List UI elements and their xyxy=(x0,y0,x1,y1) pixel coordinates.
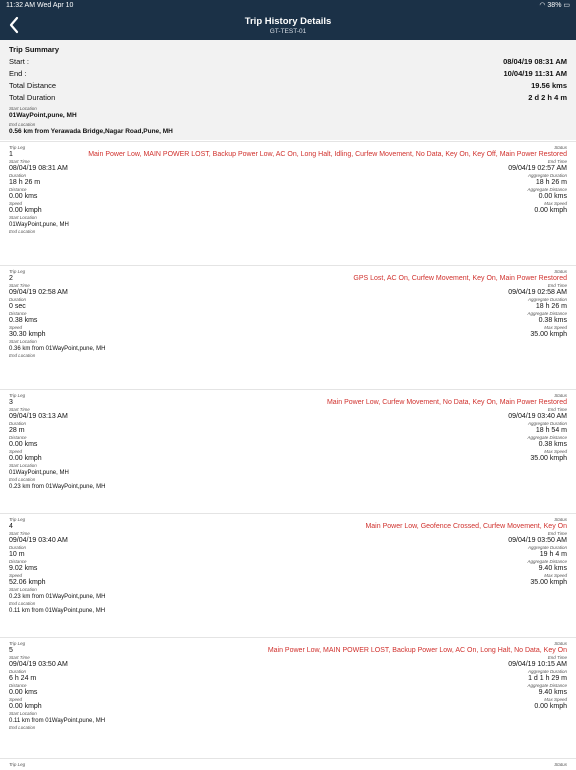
aggregate-distance: 9.40 kms xyxy=(538,565,567,572)
status-text: Main Power Low, Geofence Crossed, Curfew Movement, Key On xyxy=(365,523,567,530)
start-time-label: Start Time xyxy=(9,655,30,660)
end-location xyxy=(9,731,289,739)
end-location-label: End Location xyxy=(9,601,36,606)
speed-label: Speed xyxy=(9,201,23,206)
aggregate-duration: 18 h 26 m xyxy=(535,303,567,310)
max-speed-label: Max Speed xyxy=(544,325,567,330)
max-speed: 0.00 kmph xyxy=(534,207,567,214)
speed: 0.00 kmph xyxy=(9,455,42,462)
trip-leg-label: Trip Leg xyxy=(9,393,26,398)
battery-level: 38% xyxy=(547,2,562,9)
start-location-label: Start Location xyxy=(9,587,37,592)
start-time: 09/04/19 03:50 AM xyxy=(9,661,68,668)
battery-icon: ▭ xyxy=(563,2,570,9)
trip-leg-right xyxy=(47,393,567,463)
end-location-label: End Location xyxy=(9,229,36,234)
trip-leg-number: 5 xyxy=(9,647,13,654)
summary-end-value: 10/04/19 11:31 AM xyxy=(503,69,567,78)
end-location xyxy=(9,235,289,243)
trip-leg-label: Trip Leg xyxy=(9,517,26,522)
trip-leg-right xyxy=(47,517,567,587)
aggregate-duration: 18 h 54 m xyxy=(535,427,567,434)
summary-end-row xyxy=(9,68,567,80)
duration: 6 h 24 m xyxy=(9,675,37,682)
duration: 10 m xyxy=(9,551,25,558)
status-label: Status xyxy=(554,145,567,150)
trip-leg-partial[interactable] xyxy=(0,758,576,770)
duration-label: Duration xyxy=(9,297,27,302)
start-time: 09/04/19 03:40 AM xyxy=(9,537,68,544)
distance-label: Distance xyxy=(9,559,27,564)
aggregate-distance-label: Aggregate Distance xyxy=(527,187,567,192)
summary-distance-row xyxy=(9,80,567,92)
end-time-label: End Time xyxy=(547,407,567,412)
aggregate-duration-label: Aggregate Duration xyxy=(527,669,567,674)
status-label: Status xyxy=(554,393,567,398)
trip-leg-label: Trip Leg xyxy=(9,145,26,150)
summary-end-label: End : xyxy=(9,69,27,78)
trip-leg-card[interactable] xyxy=(0,389,576,512)
start-location: 01WayPoint,pune, MH xyxy=(9,222,69,228)
status-label: Status xyxy=(554,762,567,767)
summary-end-location-label: End Location xyxy=(9,122,36,127)
summary-duration-row xyxy=(9,92,567,104)
start-location-label: Start Location xyxy=(9,215,37,220)
speed: 30.30 kmph xyxy=(9,331,46,338)
status-time: 11:32 AM Wed Apr 10 xyxy=(6,2,74,9)
distance-label: Distance xyxy=(9,435,27,440)
nav-bar xyxy=(0,12,576,40)
trip-summary xyxy=(0,40,576,140)
max-speed: 35.00 kmph xyxy=(530,579,567,586)
duration-label: Duration xyxy=(9,421,27,426)
end-location-label: End Location xyxy=(9,353,36,358)
end-time-label: End Time xyxy=(547,283,567,288)
end-time: 09/04/19 02:57 AM xyxy=(508,165,567,172)
duration-label: Duration xyxy=(9,545,27,550)
speed-label: Speed xyxy=(9,325,23,330)
summary-start-location-label: Start Location xyxy=(9,106,37,111)
trip-leg-card[interactable] xyxy=(0,513,576,636)
start-time-label: Start Time xyxy=(9,407,30,412)
max-speed-label: Max Speed xyxy=(544,449,567,454)
speed-label: Speed xyxy=(9,697,23,702)
speed: 0.00 kmph xyxy=(9,207,42,214)
duration: 28 m xyxy=(9,427,25,434)
end-time: 09/04/19 03:40 AM xyxy=(508,413,567,420)
end-time-label: End Time xyxy=(547,655,567,660)
duration: 18 h 26 m xyxy=(9,179,41,186)
end-time-label: End Time xyxy=(547,159,567,164)
aggregate-distance-label: Aggregate Distance xyxy=(527,311,567,316)
distance-label: Distance xyxy=(9,683,27,688)
end-location xyxy=(9,359,289,367)
start-time-label: Start Time xyxy=(9,159,30,164)
start-time: 09/04/19 02:58 AM xyxy=(9,289,68,296)
aggregate-distance-label: Aggregate Distance xyxy=(527,683,567,688)
max-speed: 0.00 kmph xyxy=(534,703,567,710)
aggregate-duration-label: Aggregate Duration xyxy=(527,545,567,550)
trip-leg-label: Trip Leg xyxy=(9,641,26,646)
start-location-label: Start Location xyxy=(9,339,37,344)
distance-label: Distance xyxy=(9,187,27,192)
speed-label: Speed xyxy=(9,573,23,578)
summary-start-row xyxy=(9,56,567,68)
status-label: Status xyxy=(554,269,567,274)
end-time: 09/04/19 02:58 AM xyxy=(508,289,567,296)
distance: 0.00 kms xyxy=(9,441,38,448)
distance: 0.00 kms xyxy=(9,193,38,200)
vehicle-id: GT-TEST-01 xyxy=(269,28,307,35)
summary-start-location: 01WayPoint,pune, MH xyxy=(9,112,77,119)
aggregate-duration: 19 h 4 m xyxy=(539,551,567,558)
trip-leg-card[interactable] xyxy=(0,637,576,760)
aggregate-distance: 9.40 kms xyxy=(538,689,567,696)
speed: 52.06 kmph xyxy=(9,579,46,586)
max-speed-label: Max Speed xyxy=(544,573,567,578)
summary-start-value: 08/04/19 08:31 AM xyxy=(503,57,567,66)
duration-label: Duration xyxy=(9,669,27,674)
aggregate-duration-label: Aggregate Duration xyxy=(527,421,567,426)
end-time-label: End Time xyxy=(547,531,567,536)
summary-duration-label: Total Duration xyxy=(9,93,56,102)
page-title: Trip History Details xyxy=(244,16,332,27)
status-text: Main Power Low, Curfew Movement, No Data, Key On, Main Power Restored xyxy=(326,399,567,406)
aggregate-duration: 1 d 1 h 29 m xyxy=(528,675,567,682)
end-location: 0.11 km from 01WayPoint,pune, MH xyxy=(9,608,106,614)
status-label: Status xyxy=(554,641,567,646)
summary-title: Trip Summary xyxy=(9,45,60,54)
aggregate-distance-label: Aggregate Distance xyxy=(527,435,567,440)
wifi-icon: ◠ xyxy=(539,2,546,9)
aggregate-distance-label: Aggregate Distance xyxy=(527,559,567,564)
summary-end-location: 0.56 km from Yerawada Bridge,Nagar Road,Pune, MH xyxy=(9,128,173,135)
aggregate-distance: 0.38 kms xyxy=(538,317,567,324)
distance: 9.02 kms xyxy=(9,565,38,572)
speed: 0.00 kmph xyxy=(9,703,42,710)
distance: 0.00 kms xyxy=(9,689,38,696)
summary-distance-label: Total Distance xyxy=(9,81,57,90)
end-time: 09/04/19 10:15 AM xyxy=(508,661,567,668)
end-location-label: End Location xyxy=(9,477,36,482)
end-time: 09/04/19 03:50 AM xyxy=(508,537,567,544)
status-text: GPS Lost, AC On, Curfew Movement, Key On, Main Power Restored xyxy=(353,275,567,282)
start-location-label: Start Location xyxy=(9,711,37,716)
start-time: 08/04/19 08:31 AM xyxy=(9,165,68,172)
battery-indicator xyxy=(539,0,570,12)
max-speed-label: Max Speed xyxy=(544,201,567,206)
trip-leg-right xyxy=(47,145,567,215)
trip-leg-right xyxy=(47,641,567,711)
start-time-label: Start Time xyxy=(9,283,30,288)
trip-leg-number: 3 xyxy=(9,399,13,406)
aggregate-duration-label: Aggregate Duration xyxy=(527,297,567,302)
start-location: 01WayPoint,pune, MH xyxy=(9,470,69,476)
start-location: 0.11 km from 01WayPoint,pune, MH xyxy=(9,718,106,724)
max-speed-label: Max Speed xyxy=(544,697,567,702)
status-text: Main Power Low, MAIN POWER LOST, Backup Power Low, AC On, Long Halt, Idling, Curfew Movement, No Data, Key On, Key Off, Main Power Restored xyxy=(88,151,567,158)
status-bar xyxy=(0,0,576,12)
trip-leg-label: Trip Leg xyxy=(9,269,26,274)
aggregate-duration-label: Aggregate Duration xyxy=(527,173,567,178)
trip-leg-number: 1 xyxy=(9,151,13,158)
summary-start-label: Start : xyxy=(9,57,30,66)
trip-leg-card[interactable] xyxy=(0,265,576,388)
distance: 0.38 kms xyxy=(9,317,38,324)
aggregate-duration: 18 h 26 m xyxy=(535,179,567,186)
trip-leg-card[interactable] xyxy=(0,141,576,264)
duration-label: Duration xyxy=(9,173,27,178)
duration: 0 sec xyxy=(9,303,26,310)
end-location-label: End Location xyxy=(9,725,36,730)
status-label: Status xyxy=(554,517,567,522)
start-location: 0.23 km from 01WayPoint,pune, MH xyxy=(9,594,106,600)
summary-distance-value: 19.56 kms xyxy=(531,81,567,90)
aggregate-distance: 0.00 kms xyxy=(538,193,567,200)
max-speed: 35.00 kmph xyxy=(530,455,567,462)
trip-leg-label: Trip Leg xyxy=(9,762,26,767)
start-location: 0.36 km from 01WayPoint,pune, MH xyxy=(9,346,106,352)
distance-label: Distance xyxy=(9,311,27,316)
max-speed: 35.00 kmph xyxy=(530,331,567,338)
trip-leg-number: 4 xyxy=(9,523,13,530)
start-location-label: Start Location xyxy=(9,463,37,468)
trip-leg-right xyxy=(47,269,567,339)
status-text: Main Power Low, MAIN POWER LOST, Backup Power Low, AC On, Long Halt, No Data, Key On xyxy=(267,647,567,654)
end-location: 0.23 km from 01WayPoint,pune, MH xyxy=(9,484,106,490)
start-time-label: Start Time xyxy=(9,531,30,536)
aggregate-distance: 0.38 kms xyxy=(538,441,567,448)
summary-duration-value: 2 d 2 h 4 m xyxy=(528,93,567,102)
start-time: 09/04/19 03:13 AM xyxy=(9,413,68,420)
trip-leg-number: 2 xyxy=(9,275,13,282)
speed-label: Speed xyxy=(9,449,23,454)
